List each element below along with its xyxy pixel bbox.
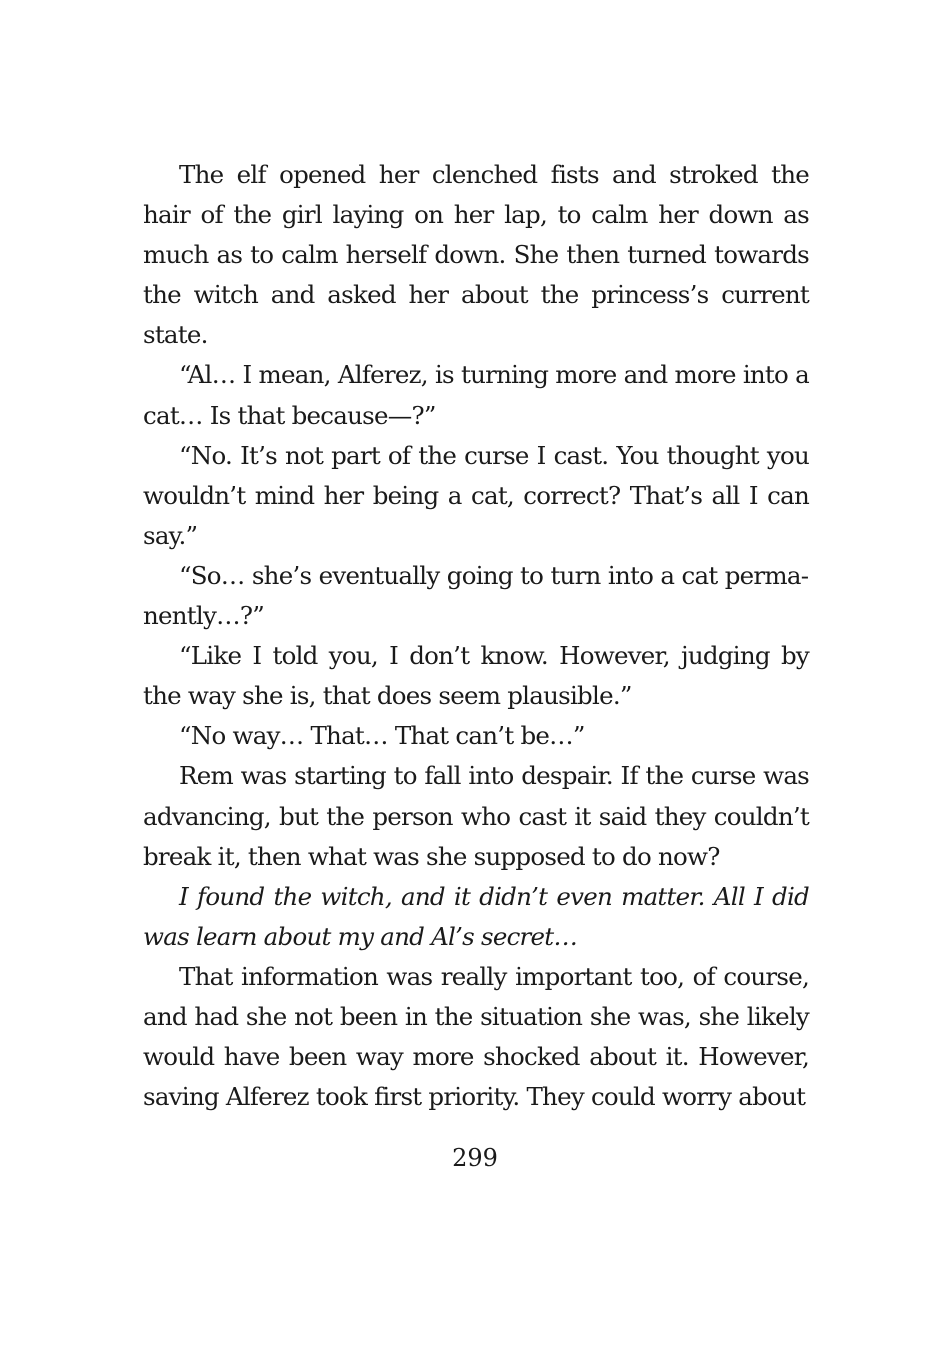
paragraph-2: “Al… I mean, Alferez, is turning more and more into a cat… Is that because—?” (143, 360, 809, 430)
paragraph-8-italic: I found the witch, and it didn’t even matter. All I did was learn about my and Al’s secret… (143, 881, 809, 951)
body-text (143, 155, 809, 1117)
paragraph-3: “No. It’s not part of the curse I cast. You thought you wouldn’t mind her being a cat, correct? That’s all I can say.” (143, 440, 809, 550)
paragraph-1: The elf opened her clenched fists and stroked the hair of the girl laying on her lap, to calm her down as much as to calm herself down. She then turned towards the witch and asked her about the princess’s current state. (143, 160, 809, 350)
page-number: 299 (452, 1144, 498, 1172)
paragraph-5: “Like I told you, I don’t know. However, judging by the way she is, that does seem plausible.” (143, 641, 809, 711)
paragraph-4: “So… she’s eventually going to turn into a cat permanently…?” (143, 560, 809, 631)
paragraph-6: “No way… That… That can’t be…” (179, 721, 585, 751)
paragraph-9: That information was really important too, of course, and had she not been in the situation she was, she likely would have been way more shocked about it. However, saving Alferez took first priority. They could worry about (143, 961, 809, 1112)
paragraph-7: Rem was starting to fall into despair. If the curse was advancing, but the person who cast it said they couldn’t break it, then what was she supposed to do now? (143, 761, 809, 871)
